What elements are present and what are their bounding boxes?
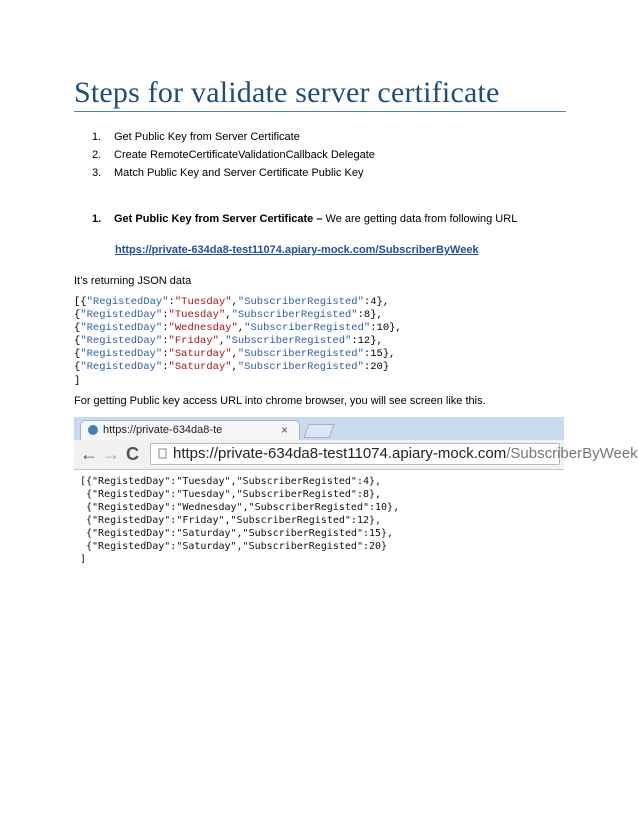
page-favicon-icon: [88, 425, 98, 435]
section-title: Get Public Key from Server Certificate: [114, 213, 314, 225]
browser-json-line: [{"RegistedDay":"Tuesday","SubscriberRegisted":4},: [80, 476, 382, 487]
tab-title: https://private-634da8-te: [103, 424, 223, 436]
json-line: {"RegistedDay":"Tuesday","SubscriberRegisted":8},: [74, 309, 383, 321]
page-title: Steps for validate server certificate: [74, 76, 500, 109]
api-url-link[interactable]: https://private-634da8-test11074.apiary-mock.com/SubscriberByWeek: [115, 244, 479, 256]
list-text: Get Public Key from Server Certificate: [114, 131, 300, 143]
returning-text: It’s returning JSON data: [74, 275, 192, 287]
json-line: {"RegistedDay":"Saturday","SubscriberRegisted":15},: [74, 348, 396, 360]
browser-toolbar: [74, 440, 638, 470]
list-item: [92, 128, 375, 146]
section-dash: –: [313, 213, 326, 225]
browser-json-line: {"RegistedDay":"Saturday","SubscriberRegisted":15},: [80, 528, 394, 539]
json-close-bracket: ]: [74, 375, 81, 387]
list-number: 2.: [92, 149, 102, 161]
list-item: [92, 164, 375, 182]
browser-json-line: ]: [80, 554, 87, 565]
list-number: 1.: [92, 131, 102, 143]
browser-json-content: [80, 475, 399, 566]
list-text: Match Public Key and Server Certificate Public Key: [114, 167, 364, 179]
address-domain: https://private-634da8-test11074.apiary-mock.com: [173, 445, 507, 462]
reload-icon[interactable]: C: [126, 444, 139, 464]
json-line: {"RegistedDay":"Saturday","SubscriberRegisted":20}: [74, 361, 390, 373]
browser-screenshot: [74, 417, 638, 569]
browser-intro-text: For getting Public key access URL into chrome browser, you will see screen like this.: [74, 395, 486, 407]
json-line: {"RegistedDay":"Wednesday","SubscriberRegisted":10},: [74, 322, 402, 334]
address-url: [173, 445, 638, 462]
browser-json-line: {"RegistedDay":"Saturday","SubscriberRegisted":20}: [80, 541, 388, 552]
json-code-block: [74, 296, 402, 374]
list-number: 3.: [92, 167, 102, 179]
browser-json-line: {"RegistedDay":"Tuesday","SubscriberRegisted":8},: [80, 489, 382, 500]
page-icon: [157, 448, 168, 459]
address-path: /SubscriberByWeek: [506, 445, 638, 462]
json-line: [{"RegistedDay":"Tuesday","SubscriberRegisted":4},: [74, 296, 390, 308]
browser-tab[interactable]: [80, 420, 300, 440]
json-line: {"RegistedDay":"Friday","SubscriberRegisted":12},: [74, 335, 383, 347]
browser-tab-strip: [74, 417, 564, 440]
browser-json-line: {"RegistedDay":"Wednesday","SubscriberRegisted":10},: [80, 502, 400, 513]
new-tab-button[interactable]: [303, 424, 334, 438]
close-icon[interactable]: ×: [281, 423, 289, 437]
section-number: 1.: [92, 213, 102, 225]
address-bar[interactable]: [150, 443, 638, 465]
back-arrow-icon[interactable]: ←: [80, 444, 98, 464]
forward-arrow-icon[interactable]: →: [102, 444, 120, 464]
steps-list: [92, 128, 375, 182]
section-text: We are getting data from following URL: [325, 213, 518, 225]
list-text: Create RemoteCertificateValidationCallback Delegate: [114, 149, 375, 161]
browser-json-line: {"RegistedDay":"Friday","SubscriberRegisted":12},: [80, 515, 382, 526]
section-heading: [92, 213, 517, 225]
title-underline: [74, 111, 566, 112]
list-item: [92, 146, 375, 164]
